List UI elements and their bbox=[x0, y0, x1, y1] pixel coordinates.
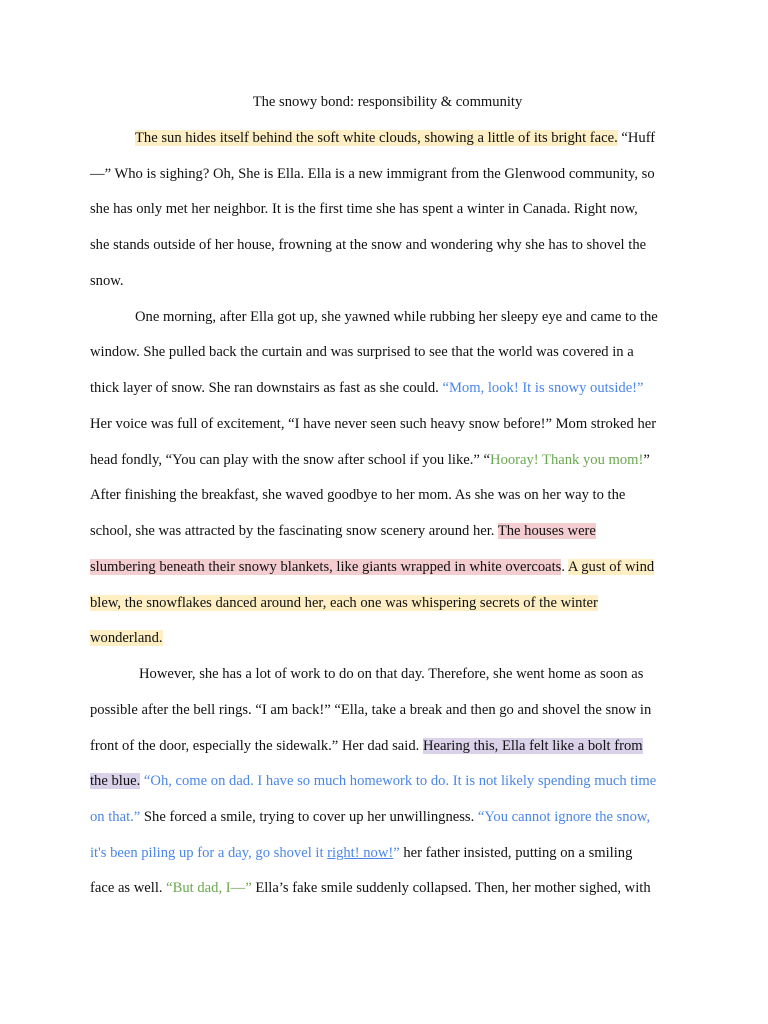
text-span: . bbox=[561, 559, 568, 575]
text-span: —” Who is sighing? Oh, She is Ella. Ella is a new immigrant from the Glenwood community, so bbox=[90, 166, 655, 182]
text-span: After finishing the breakfast, she waved goodbye to her mom. As she was on her way to the bbox=[90, 487, 626, 503]
text-line bbox=[90, 594, 690, 612]
dialogue-span: “But dad, I—” bbox=[166, 880, 252, 896]
text-span: head fondly, “You can play with the snow after school if you like.” “ bbox=[90, 452, 491, 468]
text-line bbox=[90, 772, 690, 790]
text-line bbox=[90, 343, 690, 361]
text-line bbox=[135, 308, 735, 326]
highlighted-sentence: Hearing this, Ella felt like a bolt from bbox=[422, 738, 643, 754]
text-span: She forced a smile, trying to cover up her unwillingness. bbox=[140, 809, 478, 825]
text-span: front of the door, especially the sidewalk.” Her dad said. bbox=[90, 738, 423, 754]
dialogue-span: ” bbox=[393, 845, 400, 861]
highlighted-sentence: wonderland. bbox=[90, 630, 163, 646]
text-line bbox=[139, 665, 739, 683]
text-line bbox=[135, 129, 735, 147]
text-line bbox=[90, 558, 690, 576]
text-span: window. She pulled back the curtain and was surprised to see that the world was covered in a bbox=[90, 344, 634, 360]
text-line bbox=[90, 844, 690, 862]
highlighted-sentence: the blue. bbox=[90, 773, 141, 789]
document-title: The snowy bond: responsibility & community bbox=[252, 94, 523, 110]
text-line bbox=[90, 879, 690, 897]
text-span: However, she has a lot of work to do on that day. Therefore, she went home as soon as bbox=[139, 666, 644, 682]
text-span: school, she was attracted by the fascinating snow scenery around her. bbox=[90, 523, 498, 539]
highlighted-sentence: A gust of wind bbox=[567, 559, 655, 575]
text-line bbox=[90, 451, 690, 469]
text-line bbox=[90, 629, 690, 647]
text-span: face as well. bbox=[90, 880, 167, 896]
text-span: ” bbox=[643, 452, 650, 468]
highlighted-sentence: blew, the snowflakes danced around her, each one was whispering secrets of the winter bbox=[90, 595, 598, 611]
highlighted-sentence: The sun hides itself behind the soft white clouds, showing a little of its bright face. bbox=[135, 130, 618, 146]
text-line bbox=[90, 379, 690, 397]
text-line bbox=[90, 165, 690, 183]
text-line bbox=[90, 522, 690, 540]
highlighted-sentence: slumbering beneath their snowy blankets, like giants wrapped in white overcoats bbox=[90, 559, 562, 575]
text-span: she stands outside of her house, frowning at the snow and wondering why she has to shovel the bbox=[90, 237, 647, 253]
text-span: thick layer of snow. She ran downstairs as fast as she could. bbox=[90, 380, 443, 396]
highlighted-sentence: The houses were bbox=[497, 523, 596, 539]
dialogue-span: “Mom, look! It is snowy outside!” bbox=[442, 380, 644, 396]
text-span: she has only met her neighbor. It is the first time she has spent a winter in Canada. Right now, bbox=[90, 201, 638, 217]
text-span: Ella’s fake smile suddenly collapsed. Then, her mother sighed, with bbox=[251, 880, 651, 896]
text-line bbox=[90, 272, 690, 290]
text-line bbox=[90, 200, 690, 218]
text-line bbox=[90, 415, 690, 433]
underlined-dialogue-span: right! now! bbox=[327, 845, 394, 861]
text-line bbox=[90, 701, 690, 719]
text-line bbox=[90, 236, 690, 254]
dialogue-span: on that.” bbox=[90, 809, 141, 825]
text-span: snow. bbox=[90, 273, 124, 289]
text-span: “Huff bbox=[617, 130, 656, 146]
text-line bbox=[90, 486, 690, 504]
text-span: One morning, after Ella got up, she yawned while rubbing her sleepy eye and came to the bbox=[135, 309, 658, 325]
text-span: her father insisted, putting on a smiling bbox=[399, 845, 633, 861]
dialogue-span: “You cannot ignore the snow, bbox=[477, 809, 651, 825]
text-span: possible after the bell rings. “I am back!” “Ella, take a break and then go and shovel the snow in bbox=[90, 702, 652, 718]
dialogue-span: “Oh, come on dad. I have so much homework to do. It is not likely spending much time bbox=[143, 773, 657, 789]
text-line bbox=[90, 808, 690, 826]
dialogue-span: Hooray! Thank you mom! bbox=[490, 452, 644, 468]
text-line bbox=[90, 737, 690, 755]
dialogue-span: it's been piling up for a day, go shovel it bbox=[90, 845, 328, 861]
text-span: Her voice was full of excitement, “I have never seen such heavy snow before!” Mom stroked her bbox=[90, 416, 657, 432]
